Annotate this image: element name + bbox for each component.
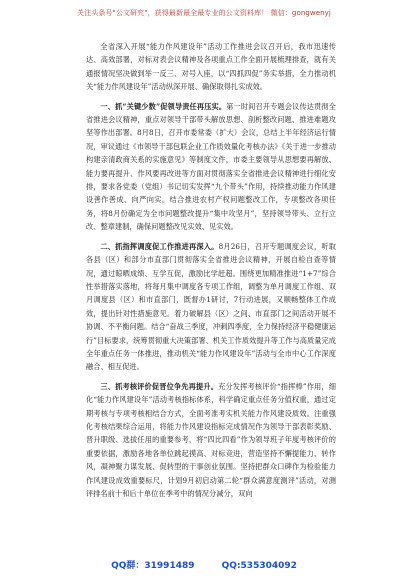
section-1-heading: 一、抓“关键少数”促领导责任再压实。 [100,101,227,111]
section-2-paragraph [86,240,336,374]
footer-qq-group: QQ群：31991489 [111,561,195,571]
paragraph-text: 第一时间召开专题会议传达贯彻全省推进会议精神，重点对领导干部带头解放思想、剖析整改问题、推进难题攻坚等作出部署。8月8日，召开市委常委（扩大）会议，总结上半年经济运行情况，审议通过《市领导干部包联企业工作质效量化考核办法》《关于进一步推动构建亲清政商关系的实施意见》等制度文件，市委主要领导从思想要再解放、能力要再提升、作风要再改进等方面对贯彻落实全省推进会议精神进行细化安排，要求各党委（党组）书记切实发挥“九个带头”作用，持续推动能力作风建设善作善成、向严向实。结合推进农村产权问题整改工作，专项整改各项任务，将8月份确定为全市问题整改提升“集中攻坚月”，坚持领导带头、立行立改、整章建制，确保问题整改见实效、见实效。 [86,101,336,232]
paragraph-text: 8月26日，召开专题调度会议，听取各县（区）和部分市直部门贯彻落实全省推进会议精神，开展自检自查等情况，通过晾晒成绩、互学互促，激励比学赶超。围绕更加精准推进“1+7”综合性举措落实落地，将每月集中调度各专项工作组，调整为单月调度工作组、双月调度县（区）和市直部门，既督办1研讨，7行动进展，又顺畅整体工作成效，提出针对性措施意见。着力破解县（区）之间、市直部门之间活动开展不协调、不平衡问题。结合“奋战三季度，冲刺四季度，全力保持经济平稳健康运行”目标要求，统筹贯彻重大决策部署、机关工作质效提升等工作与高质量完成全年重点任务一体推进，推动机关“能力作风建设年”活动与全市中心工作深度融合、相互促进。 [86,241,336,372]
header-banner: 关注头条号"公文研究"，获得最新最全最专业的公文资料库！ 微信：gongwenyj [77,9,331,17]
paragraph-text: 全省深入开展“能力作风建设年”活动工作推进会议召开后，我市迅速传达、高效部署，对标对表会议精神及各项重点工作全面开展梳理排查，就有关通报情况坚决做到举一反三、对号入座，以“四抓四促”务实举措，全力推动机关“能力作风建设年”活动纵深开展、确保取得扎实成效。 [86,42,336,92]
intro-paragraph [86,40,336,94]
section-1-paragraph [86,100,336,234]
section-2-heading: 二、抓指挥调度促工作推进再深入。 [100,241,219,251]
section-3-heading: 三、抓考核评价促晋位争先再提升。 [100,381,219,391]
document-body [86,40,336,506]
section-3-paragraph [86,380,336,501]
footer-contacts [0,558,408,571]
paragraph-text: 充分发挥考核评价“指挥棒”作用，细化“能力作风建设年”活动考核指标体系，科学确定重点任务分值权重，通过定期考核与专项考核相结合方式，全面考准考实机关能力作风建设质效。注重强化考核结果综合运用，将能力作风建设指标完成情况作为领导干部表彰奖励、晋升职级、选拔任用的重要参考，将“四比四看”作为领导班子年度考核评价的重要依据，激励各地各单位跳起摸高、对标竞进，营造坚持不懈提能力、转作风，凝神聚力谋发展、促转型的干事创业氛围。坚持把群众口碑作为检验能力作风建设成效重要标尺，计划9月初启动第二轮“群众满意度测评”活动，对测评排名前十和后十单位在季考中的情况分减分，双向 [86,381,336,498]
footer-qq-number: QQ:535304092 [221,561,297,571]
